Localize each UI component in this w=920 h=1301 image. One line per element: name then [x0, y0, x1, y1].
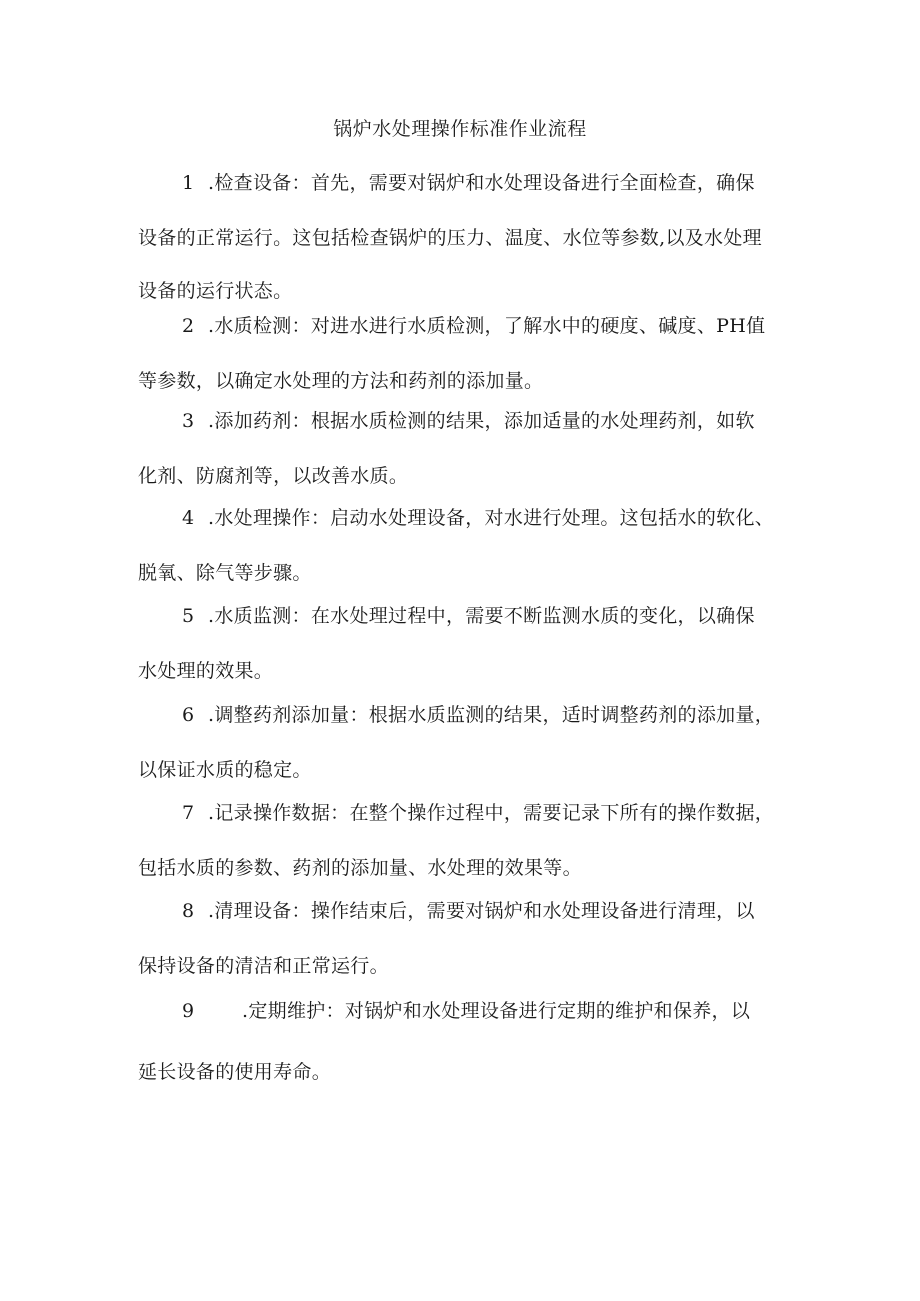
step-text-line: 设备的正常运行。这包括检查锅炉的压力、温度、水位等参数,以及水处理: [138, 227, 762, 249]
step-number: 6: [182, 704, 195, 726]
step-heading-line: [138, 996, 798, 1026]
step-heading: .水质检测：对进水进行水质检测，了解水中的硬度、碱度、PH值: [208, 315, 766, 337]
step-text-line: 设备的运行状态。: [138, 280, 293, 302]
step-heading-line: [138, 700, 798, 730]
step-8: [138, 896, 798, 981]
step-heading-line: [138, 896, 798, 926]
step-heading: .记录操作数据：在整个操作过程中，需要记录下所有的操作数据，: [208, 802, 775, 824]
step-heading-line: [138, 601, 798, 631]
step-text-line: 以保证水质的稳定。: [138, 759, 312, 781]
step-heading-line: [138, 168, 798, 198]
step-1: [138, 168, 798, 306]
document-title: 锅炉水处理操作标准作业流程: [333, 118, 587, 140]
step-9: [138, 996, 798, 1087]
step-heading-line: [138, 311, 798, 341]
step-number: 1: [182, 172, 195, 194]
step-heading: .检查设备：首先，需要对锅炉和水处理设备进行全面检查，确保: [208, 172, 755, 194]
step-heading-line: [138, 406, 798, 436]
step-number: 7: [182, 802, 195, 824]
step-heading: .水处理操作：启动水处理设备，对水进行处理。这包括水的软化、: [208, 507, 775, 529]
step-heading: .清理设备：操作结束后，需要对锅炉和水处理设备进行清理，以: [208, 900, 755, 922]
step-heading-line: [138, 798, 798, 828]
step-text-line: 脱氧、除气等步骤。: [138, 562, 312, 584]
step-3: [138, 406, 798, 491]
step-6: [138, 700, 798, 785]
step-number: 5: [182, 605, 195, 627]
step-text-line: 包括水质的参数、药剂的添加量、水处理的效果等。: [138, 857, 582, 879]
step-heading: .水质监测：在水处理过程中，需要不断监测水质的变化，以确保: [208, 605, 755, 627]
step-number: 9: [182, 1000, 195, 1022]
step-text-line: 化剂、防腐剂等，以改善水质。: [138, 465, 409, 487]
step-heading-line: [138, 503, 798, 533]
step-2: [138, 311, 798, 396]
step-text-line: 延长设备的使用寿命。: [138, 1061, 332, 1083]
step-4: [138, 503, 798, 588]
step-text-line: 等参数，以确定水处理的方法和药剂的添加量。: [138, 370, 544, 392]
step-number: 4: [182, 507, 195, 529]
step-5: [138, 601, 798, 686]
step-heading: .定期维护：对锅炉和水处理设备进行定期的维护和保养，以: [242, 1000, 751, 1022]
step-text-line: 保持设备的清洁和正常运行。: [138, 955, 389, 977]
step-number: 8: [182, 900, 195, 922]
step-text-line: 水处理的效果。: [138, 660, 274, 682]
step-number: 3: [182, 410, 195, 432]
step-7: [138, 798, 798, 883]
step-number: 2: [182, 315, 195, 337]
step-heading: .添加药剂：根据水质检测的结果，添加适量的水处理药剂，如软: [208, 410, 755, 432]
step-heading: .调整药剂添加量：根据水质监测的结果，适时调整药剂的添加量，: [208, 704, 775, 726]
